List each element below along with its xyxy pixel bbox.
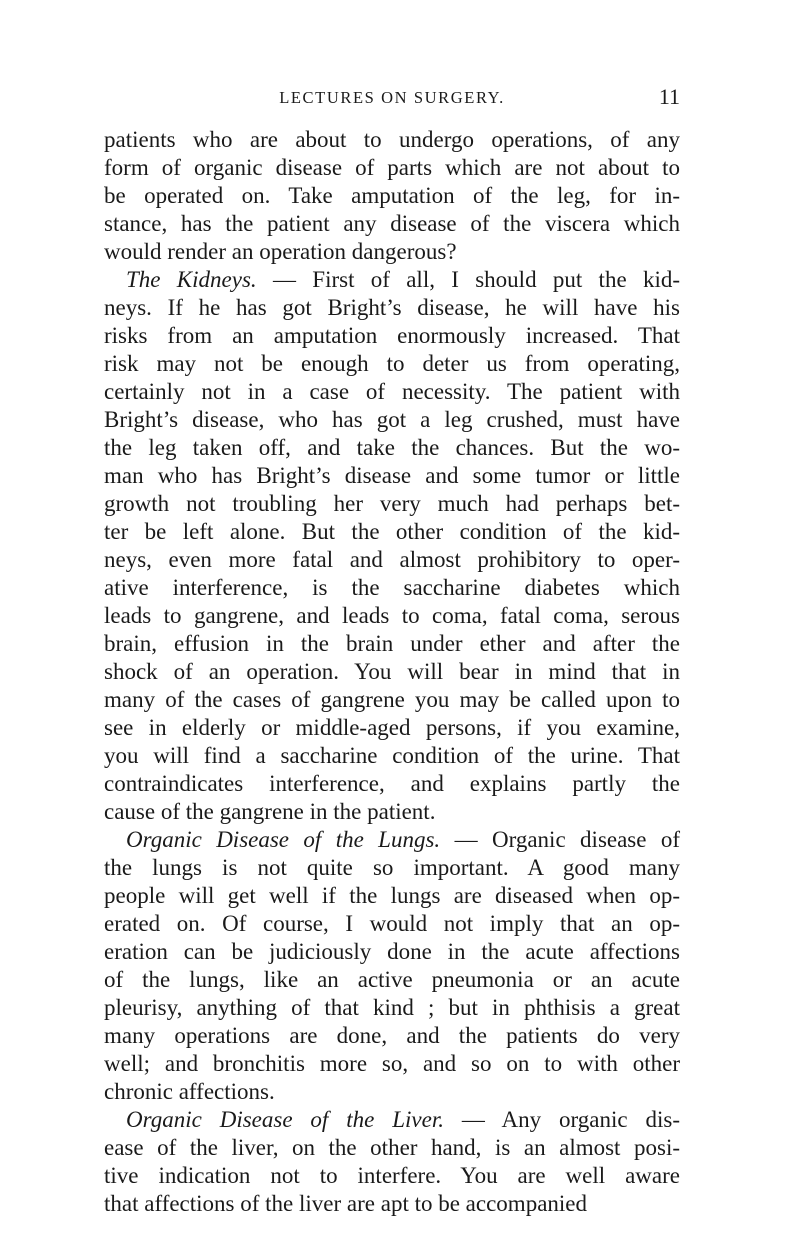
text-line-37: chronic affections. bbox=[104, 1079, 275, 1104]
text-line-14: man who has Bright’s disease and some tumor or little bbox=[104, 463, 680, 488]
text-line-26: cause of the gangrene in the patient. bbox=[104, 799, 436, 824]
text-line-36: well; and bronchitis more so, and so on to with other bbox=[104, 1051, 680, 1076]
dash: — bbox=[272, 267, 296, 292]
text-line-8: neys. If he has got Bright’s disease, he will have his bbox=[104, 295, 680, 320]
text-line-22: many of the cases of gangrene you may be called upon to bbox=[104, 687, 680, 712]
text-line-33: of the lungs, like an active pneumonia or an acute bbox=[104, 967, 680, 992]
text-line-10: risk may not be enough to deter us from operating, bbox=[104, 351, 680, 376]
paragraph-lungs-first-line bbox=[104, 826, 680, 854]
text-line-24: you will find a saccharine condition of the urine. That bbox=[104, 743, 680, 768]
paragraph-kidneys-first-line bbox=[104, 266, 680, 294]
text-line-19: leads to gangrene, and leads to coma, fatal coma, serous bbox=[104, 603, 680, 628]
text-line-40: ease of the liver, on the other hand, is an almost posi- bbox=[104, 1135, 680, 1160]
running-title: LECTURES ON SURGERY. bbox=[279, 88, 505, 107]
text-line-9: risks from an amputation enormously increased. That bbox=[104, 323, 680, 348]
body-text bbox=[104, 126, 680, 1218]
text-line-23: see in elderly or middle-aged persons, if you examine, bbox=[104, 715, 680, 740]
paragraph-liver-first-line bbox=[104, 1106, 680, 1134]
text-line-29: the lungs is not quite so important. A good many bbox=[104, 855, 680, 880]
heading-kidneys: The Kidneys. bbox=[126, 267, 257, 292]
text-line-2: form of organic disease of parts which are not about to bbox=[104, 155, 680, 180]
text-line-1: patients who are about to undergo operations, of any bbox=[104, 127, 680, 152]
text-line-kidneys-start: First of all, I should put the kid- bbox=[312, 267, 681, 292]
text-line-17: neys, even more fatal and almost prohibitory to oper- bbox=[104, 547, 680, 572]
text-line-liver-start: Any organic dis- bbox=[501, 1107, 680, 1132]
text-line-34: pleurisy, anything of that kind ; but in phthisis a great bbox=[104, 995, 680, 1020]
text-line-42: that affections of the liver are apt to be accompanied bbox=[104, 1191, 587, 1216]
text-line-lungs-start: Organic disease of bbox=[492, 827, 681, 852]
text-line-31: erated on. Of course, I would not imply that an op- bbox=[104, 911, 680, 936]
text-line-30: people will get well if the lungs are diseased when op- bbox=[104, 883, 680, 908]
text-line-3: be operated on. Take amputation of the leg, for in- bbox=[104, 183, 680, 208]
text-line-13: the leg taken off, and take the chances. But the wo- bbox=[104, 435, 680, 460]
text-line-5: would render an operation dangerous? bbox=[104, 239, 457, 264]
heading-liver: Organic Disease of the Liver. bbox=[126, 1107, 444, 1132]
text-line-20: brain, effusion in the brain under ether and after the bbox=[104, 631, 680, 656]
text-line-12: Bright’s disease, who has got a leg crushed, must have bbox=[104, 407, 680, 432]
text-line-18: ative interference, is the saccharine diabetes which bbox=[104, 575, 680, 600]
text-line-21: shock of an operation. You will bear in mind that in bbox=[104, 659, 680, 684]
dash: — bbox=[454, 827, 478, 852]
text-line-15: growth not troubling her very much had perhaps bet- bbox=[104, 491, 680, 516]
running-head bbox=[104, 86, 680, 110]
text-line-35: many operations are done, and the patients do very bbox=[104, 1023, 680, 1048]
text-line-11: certainly not in a case of necessity. The patient with bbox=[104, 379, 680, 404]
text-line-16: ter be left alone. But the other condition of the kid- bbox=[104, 519, 680, 544]
dash: — bbox=[461, 1107, 485, 1132]
text-line-4: stance, has the patient any disease of the viscera which bbox=[104, 211, 680, 236]
text-line-41: tive indication not to interfere. You are well aware bbox=[104, 1163, 680, 1188]
heading-lungs: Organic Disease of the Lungs. bbox=[126, 827, 441, 852]
page-number: 11 bbox=[658, 84, 680, 109]
text-line-32: eration can be judiciously done in the acute affections bbox=[104, 939, 680, 964]
text-line-25: contraindicates interference, and explains partly the bbox=[104, 771, 680, 796]
